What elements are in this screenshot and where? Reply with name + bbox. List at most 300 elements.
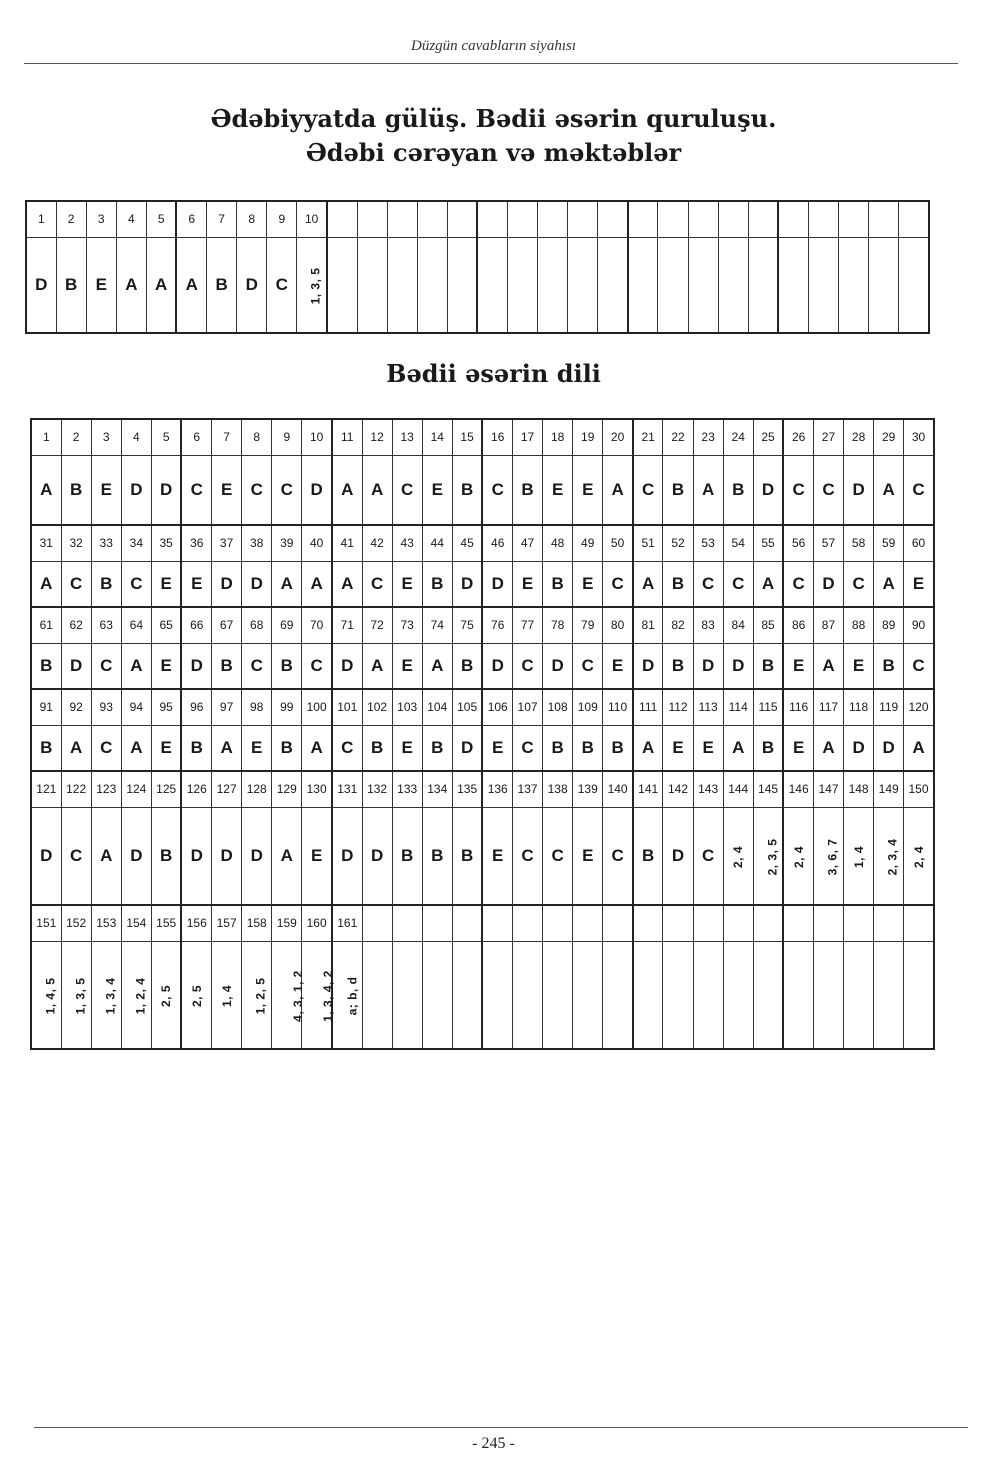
empty-answer-cell (753, 941, 783, 1049)
answer-cell (181, 941, 211, 1049)
answer-table-section1 (25, 200, 930, 334)
question-number-cell: 93 (91, 689, 121, 725)
question-number-cell: 81 (633, 607, 663, 643)
answer-cell: D (543, 643, 573, 689)
question-number-cell: 88 (844, 607, 874, 643)
question-number-cell: 74 (422, 607, 452, 643)
question-number-cell: 137 (513, 771, 543, 807)
question-number-cell: 49 (573, 525, 603, 561)
answer-row (31, 455, 934, 525)
answer-cell (904, 807, 934, 905)
question-number-cell: 148 (844, 771, 874, 807)
question-number-cell: 139 (573, 771, 603, 807)
answer-cell: D (121, 455, 151, 525)
question-number-cell: 154 (121, 905, 151, 941)
question-number-cell: 17 (513, 419, 543, 455)
question-number-cell: 109 (573, 689, 603, 725)
multi-answer-text: 4, 3, 1, 2 (291, 969, 306, 1022)
empty-answer-cell (904, 941, 934, 1049)
answer-cell: D (242, 561, 272, 607)
answer-cell: A (813, 643, 843, 689)
question-number-cell: 141 (633, 771, 663, 807)
answer-cell: D (482, 643, 512, 689)
section1-title-line1: Ədəbiyyatda gülüş. Bədii əsərin quruluşu. (210, 104, 777, 133)
answer-cell: B (91, 561, 121, 607)
question-number-cell: 66 (181, 607, 211, 643)
answer-cell: A (633, 561, 663, 607)
empty-number-cell (568, 201, 598, 237)
answer-cell: A (603, 455, 633, 525)
question-number-cell: 146 (783, 771, 813, 807)
empty-answer-cell (417, 237, 447, 333)
answer-cell: B (212, 643, 242, 689)
question-number-cell: 71 (332, 607, 362, 643)
empty-answer-cell (598, 237, 628, 333)
answer-cell: D (633, 643, 663, 689)
answer-cell: C (272, 455, 302, 525)
empty-answer-cell (513, 941, 543, 1049)
answer-cell: A (121, 643, 151, 689)
empty-answer-cell (813, 941, 843, 1049)
section2-title: Bədii əsərin dili (386, 359, 601, 388)
number-row (31, 771, 934, 807)
question-number-cell: 111 (633, 689, 663, 725)
question-number-cell: 47 (513, 525, 543, 561)
empty-number-cell (718, 201, 748, 237)
answer-cell: C (91, 725, 121, 771)
answer-cell: E (573, 807, 603, 905)
question-number-cell: 37 (212, 525, 242, 561)
question-number-cell: 105 (452, 689, 482, 725)
question-number-cell: 63 (91, 607, 121, 643)
answer-cell: D (874, 725, 904, 771)
answer-cell: E (663, 725, 693, 771)
answer-cell: B (31, 643, 61, 689)
answer-cell: A (633, 725, 663, 771)
answer-cell: B (422, 561, 452, 607)
question-number-cell: 79 (573, 607, 603, 643)
number-row (31, 525, 934, 561)
answer-cell: E (151, 643, 181, 689)
question-number-cell: 5 (151, 419, 181, 455)
answer-cell (91, 941, 121, 1049)
empty-answer-cell (447, 237, 477, 333)
empty-number-cell (663, 905, 693, 941)
question-number-cell: 2 (56, 201, 86, 237)
empty-answer-cell (508, 237, 538, 333)
question-number-cell: 136 (482, 771, 512, 807)
question-number-cell: 23 (693, 419, 723, 455)
answer-cell: C (267, 237, 297, 333)
answer-cell: A (362, 643, 392, 689)
question-number-cell: 2 (61, 419, 91, 455)
answer-cell: D (181, 643, 211, 689)
answer-cell: B (543, 725, 573, 771)
empty-answer-cell (538, 237, 568, 333)
question-number-cell: 35 (151, 525, 181, 561)
answer-cell: B (31, 725, 61, 771)
header-rule (24, 63, 958, 64)
answer-cell: A (121, 725, 151, 771)
question-number-cell: 36 (181, 525, 211, 561)
empty-number-cell (813, 905, 843, 941)
answer-cell (723, 807, 753, 905)
answer-cell: E (302, 807, 332, 905)
empty-number-cell (783, 905, 813, 941)
empty-answer-cell (723, 941, 753, 1049)
answer-cell: A (91, 807, 121, 905)
empty-answer-cell (633, 941, 663, 1049)
answer-cell: D (452, 725, 482, 771)
multi-answer-text: 2, 4 (911, 845, 926, 868)
question-number-cell: 86 (783, 607, 813, 643)
question-number-cell: 57 (813, 525, 843, 561)
question-number-cell: 138 (543, 771, 573, 807)
answer-cell: D (121, 807, 151, 905)
answer-cell: A (272, 561, 302, 607)
answer-cell: C (693, 807, 723, 905)
answer-cell: E (422, 455, 452, 525)
answer-cell: A (146, 237, 176, 333)
question-number-cell: 29 (874, 419, 904, 455)
question-number-cell: 27 (813, 419, 843, 455)
answer-cell: C (693, 561, 723, 607)
answer-cell: B (207, 237, 237, 333)
empty-number-cell (417, 201, 447, 237)
empty-number-cell (723, 905, 753, 941)
answer-cell: C (603, 807, 633, 905)
question-number-cell: 6 (181, 419, 211, 455)
answer-cell: D (242, 807, 272, 905)
answer-cell: D (332, 643, 362, 689)
empty-answer-cell (658, 237, 688, 333)
question-number-cell: 153 (91, 905, 121, 941)
answer-cell: B (272, 725, 302, 771)
multi-answer-text: 1, 3, 4, 2 (321, 969, 336, 1022)
question-number-cell: 42 (362, 525, 392, 561)
empty-number-cell (362, 905, 392, 941)
question-number-cell: 48 (543, 525, 573, 561)
question-number-cell: 1 (31, 419, 61, 455)
answer-cell: D (813, 561, 843, 607)
empty-number-cell (422, 905, 452, 941)
question-number-cell: 10 (302, 419, 332, 455)
multi-answer-text: 2, 3, 5 (765, 838, 780, 876)
question-number-cell: 56 (783, 525, 813, 561)
number-row (31, 419, 934, 455)
answer-cell: C (513, 725, 543, 771)
answer-cell: D (844, 455, 874, 525)
question-number-cell: 59 (874, 525, 904, 561)
question-number-cell: 58 (844, 525, 874, 561)
empty-number-cell (748, 201, 778, 237)
empty-answer-cell (663, 941, 693, 1049)
question-number-cell: 43 (392, 525, 422, 561)
question-number-cell: 15 (452, 419, 482, 455)
question-number-cell: 45 (452, 525, 482, 561)
question-number-cell: 55 (753, 525, 783, 561)
question-number-cell: 140 (603, 771, 633, 807)
question-number-cell: 32 (61, 525, 91, 561)
question-number-cell: 110 (603, 689, 633, 725)
question-number-cell: 5 (146, 201, 176, 237)
answer-table-section2 (30, 418, 935, 1050)
question-number-cell: 9 (272, 419, 302, 455)
question-number-cell: 18 (543, 419, 573, 455)
number-row (31, 689, 934, 725)
number-row (26, 201, 929, 237)
answer-cell: A (212, 725, 242, 771)
empty-answer-cell (693, 941, 723, 1049)
answer-cell: B (633, 807, 663, 905)
answer-cell: B (874, 643, 904, 689)
empty-number-cell (543, 905, 573, 941)
empty-number-cell (513, 905, 543, 941)
answer-cell (332, 941, 362, 1049)
question-number-cell: 92 (61, 689, 91, 725)
footer-rule (34, 1427, 968, 1428)
answer-cell: E (242, 725, 272, 771)
question-number-cell: 4 (116, 201, 146, 237)
empty-answer-cell (568, 237, 598, 333)
answer-cell: C (61, 807, 91, 905)
empty-number-cell (658, 201, 688, 237)
answer-cell (31, 941, 61, 1049)
question-number-cell: 22 (663, 419, 693, 455)
multi-answer-text: a; b, d (345, 976, 360, 1016)
answer-cell: D (212, 561, 242, 607)
question-number-cell: 41 (332, 525, 362, 561)
answer-cell: C (482, 455, 512, 525)
question-number-cell: 12 (362, 419, 392, 455)
question-number-cell: 159 (272, 905, 302, 941)
multi-answer-text: 1, 3, 4 (103, 977, 118, 1015)
question-number-cell: 131 (332, 771, 362, 807)
empty-answer-cell (482, 941, 512, 1049)
empty-number-cell (357, 201, 387, 237)
question-number-cell: 94 (121, 689, 151, 725)
answer-cell: A (61, 725, 91, 771)
answer-cell: C (723, 561, 753, 607)
answer-cell: C (302, 643, 332, 689)
question-number-cell: 38 (242, 525, 272, 561)
question-number-cell: 155 (151, 905, 181, 941)
question-number-cell: 95 (151, 689, 181, 725)
question-number-cell: 100 (302, 689, 332, 725)
question-number-cell: 4 (121, 419, 151, 455)
answer-cell: B (723, 455, 753, 525)
answer-cell: D (61, 643, 91, 689)
answer-cell: B (663, 455, 693, 525)
multi-answer-text: 2, 5 (189, 984, 204, 1007)
answer-cell: C (121, 561, 151, 607)
question-number-cell: 158 (242, 905, 272, 941)
empty-answer-cell (778, 237, 808, 333)
question-number-cell: 28 (844, 419, 874, 455)
empty-answer-cell (899, 237, 929, 333)
answer-cell: D (26, 237, 56, 333)
question-number-cell: 107 (513, 689, 543, 725)
answer-cell: A (176, 237, 206, 333)
question-number-cell: 80 (603, 607, 633, 643)
question-number-cell: 26 (783, 419, 813, 455)
answer-cell: B (603, 725, 633, 771)
answer-cell: A (874, 561, 904, 607)
answer-cell: B (452, 643, 482, 689)
answer-cell (302, 941, 336, 1049)
question-number-cell: 76 (482, 607, 512, 643)
question-number-cell: 132 (362, 771, 392, 807)
question-number-cell: 90 (904, 607, 934, 643)
answer-cell: B (392, 807, 422, 905)
question-number-cell: 40 (302, 525, 332, 561)
empty-answer-cell (362, 941, 392, 1049)
answer-cell: C (783, 455, 813, 525)
answer-cell: C (603, 561, 633, 607)
empty-number-cell (839, 201, 869, 237)
question-number-cell: 149 (874, 771, 904, 807)
question-number-cell: 104 (422, 689, 452, 725)
question-number-cell: 126 (181, 771, 211, 807)
answer-row (31, 643, 934, 689)
answer-cell (297, 237, 327, 333)
question-number-cell: 84 (723, 607, 753, 643)
answer-cell: B (181, 725, 211, 771)
empty-number-cell (628, 201, 658, 237)
answer-cell: A (302, 725, 332, 771)
answer-cell: D (362, 807, 392, 905)
question-number-cell: 157 (212, 905, 242, 941)
answer-cell: E (392, 725, 422, 771)
answer-cell: B (422, 725, 452, 771)
answer-cell: C (392, 455, 422, 525)
question-number-cell: 160 (302, 905, 332, 941)
empty-answer-cell (392, 941, 422, 1049)
question-number-cell: 142 (663, 771, 693, 807)
empty-answer-cell (718, 237, 748, 333)
question-number-cell: 54 (723, 525, 753, 561)
question-number-cell: 64 (121, 607, 151, 643)
answer-cell: A (693, 455, 723, 525)
question-number-cell: 129 (272, 771, 302, 807)
answer-cell: D (452, 561, 482, 607)
answer-cell: E (392, 561, 422, 607)
empty-number-cell (874, 905, 904, 941)
answer-cell: E (543, 455, 573, 525)
answer-cell: A (332, 561, 362, 607)
multi-answer-text: 1, 3, 5 (308, 267, 323, 305)
answer-cell: E (181, 561, 211, 607)
question-number-cell: 91 (31, 689, 61, 725)
question-number-cell: 73 (392, 607, 422, 643)
answer-cell: E (603, 643, 633, 689)
question-number-cell: 61 (31, 607, 61, 643)
empty-number-cell (447, 201, 477, 237)
question-number-cell: 72 (362, 607, 392, 643)
answer-cell: B (753, 725, 783, 771)
empty-answer-cell (808, 237, 838, 333)
empty-answer-cell (422, 941, 452, 1049)
question-number-cell: 13 (392, 419, 422, 455)
answer-cell: D (151, 455, 181, 525)
question-number-cell: 115 (753, 689, 783, 725)
answer-cell: C (904, 643, 934, 689)
empty-number-cell (508, 201, 538, 237)
answer-cell: E (783, 643, 813, 689)
empty-answer-cell (748, 237, 778, 333)
empty-number-cell (899, 201, 929, 237)
question-number-cell: 133 (392, 771, 422, 807)
question-number-cell: 7 (212, 419, 242, 455)
question-number-cell: 77 (513, 607, 543, 643)
answer-cell: E (151, 561, 181, 607)
empty-number-cell (633, 905, 663, 941)
question-number-cell: 78 (543, 607, 573, 643)
question-number-cell: 151 (31, 905, 61, 941)
answer-cell: C (813, 455, 843, 525)
answer-row (31, 941, 934, 1049)
question-number-cell: 3 (91, 419, 121, 455)
empty-answer-cell (477, 237, 507, 333)
question-number-cell: 117 (813, 689, 843, 725)
answer-cell: D (844, 725, 874, 771)
answer-cell: B (422, 807, 452, 905)
answer-cell: E (573, 561, 603, 607)
answer-cell: B (452, 807, 482, 905)
answer-cell (151, 941, 181, 1049)
multi-answer-text: 1, 2, 5 (253, 977, 268, 1015)
empty-number-cell (598, 201, 628, 237)
answer-cell: B (573, 725, 603, 771)
answer-cell (783, 807, 813, 905)
answer-cell: B (543, 561, 573, 607)
answer-cell: C (904, 455, 934, 525)
question-number-cell: 6 (176, 201, 206, 237)
empty-number-cell (392, 905, 422, 941)
question-number-cell: 125 (151, 771, 181, 807)
empty-answer-cell (839, 237, 869, 333)
answer-cell: E (513, 561, 543, 607)
question-number-cell: 114 (723, 689, 753, 725)
answer-cell: E (212, 455, 242, 525)
answer-cell: E (392, 643, 422, 689)
question-number-cell: 7 (207, 201, 237, 237)
question-number-cell: 113 (693, 689, 723, 725)
answer-cell: A (874, 455, 904, 525)
answer-cell: E (573, 455, 603, 525)
answer-cell: C (61, 561, 91, 607)
answer-cell: D (663, 807, 693, 905)
empty-answer-cell (869, 237, 899, 333)
answer-cell: A (31, 455, 61, 525)
answer-cell: A (31, 561, 61, 607)
answer-cell: D (332, 807, 362, 905)
answer-cell: E (151, 725, 181, 771)
question-number-cell: 116 (783, 689, 813, 725)
empty-number-cell (844, 905, 874, 941)
answer-cell: C (242, 643, 272, 689)
empty-number-cell (573, 905, 603, 941)
multi-answer-text: 1, 2, 4 (133, 977, 148, 1015)
answer-cell (61, 941, 91, 1049)
answer-cell: C (513, 807, 543, 905)
multi-answer-text: 2, 3, 4 (885, 838, 900, 876)
multi-answer-text: 1, 4 (219, 984, 234, 1007)
answer-cell: D (482, 561, 512, 607)
question-number-cell: 128 (242, 771, 272, 807)
question-number-cell: 33 (91, 525, 121, 561)
question-number-cell: 130 (302, 771, 332, 807)
